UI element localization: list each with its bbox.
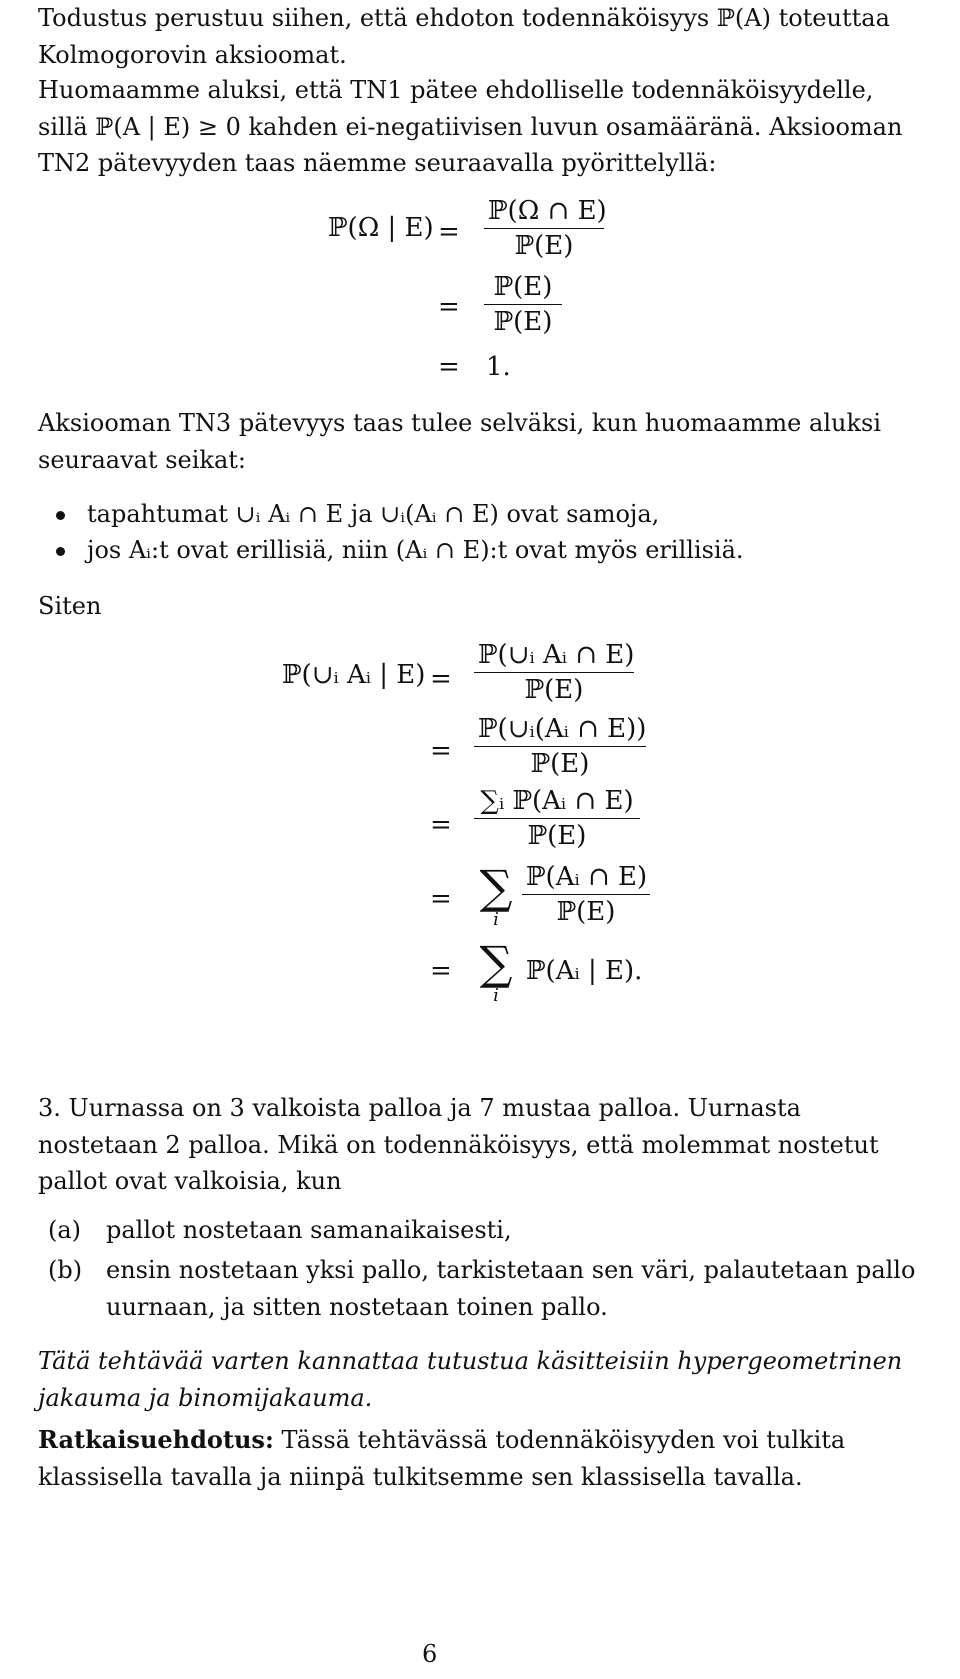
tn3-sum-1 bbox=[474, 860, 518, 930]
tn3-eq-3: = bbox=[430, 810, 452, 840]
paragraph-proof-intro: Todustus perustuu siihen, että ehdoton todennäköisyys ℙ(A) toteuttaa Kolmogorovin aksioomat. bbox=[38, 4, 890, 69]
bullet-text-2: jos Aᵢ:t ovat erillisiä, niin (Aᵢ ∩ E):t ovat myös erillisiä. bbox=[87, 536, 744, 564]
tn3-result: ℙ(Aᵢ | E). bbox=[526, 956, 643, 986]
tn3-f1-denominator: ℙ(E) bbox=[524, 675, 584, 705]
solution-paragraph bbox=[38, 1422, 918, 1495]
sum-symbol: ∑ bbox=[479, 936, 513, 990]
tn2-eq-3: = bbox=[438, 352, 460, 382]
solution-text: Tässä tehtävässä todennäköisyyden voi tulkita klassisella tavalla ja niinpä tulkitsemme sen klassisella tavalla. bbox=[38, 1426, 846, 1491]
tn2-eq-2: = bbox=[438, 292, 460, 322]
tn3-sum-2 bbox=[474, 936, 518, 1006]
tn2-f2-denominator: ℙ(E) bbox=[493, 307, 553, 337]
sum-index: i bbox=[493, 909, 499, 930]
tn2-f1-numerator: ℙ(Ω ∩ E) bbox=[484, 196, 604, 229]
paragraph-siten: Siten bbox=[38, 592, 102, 620]
tn2-fraction-1 bbox=[484, 196, 607, 261]
hint-paragraph: Tätä tehtävää varten kannattaa tutustua käsitteisiin hypergeometrinen jakauma ja binomijakauma. bbox=[38, 1347, 903, 1412]
paragraph-tn1-tn2: Huomaamme aluksi, että TN1 pätee ehdolliselle todennäköisyydelle, sillä ℙ(A | E) ≥ 0 kahden ei-negatiivisen luvun osamääränä. Aksiooman TN2 pätevyyden taas näemme seuraavalla pyörittelyllä: bbox=[38, 76, 903, 177]
page-number: 6 bbox=[422, 1640, 438, 1668]
problem-3-statement: 3. Uurnassa on 3 valkoista palloa ja 7 mustaa palloa. Uurnasta nostetaan 2 palloa. Mikä on todennäköisyys, että molemmat nostetut pallot ovat valkoisia, kun bbox=[38, 1094, 879, 1195]
tn3-eq-5: = bbox=[430, 956, 452, 986]
bullet-item-1 bbox=[56, 496, 659, 532]
bullet-dot bbox=[56, 511, 65, 520]
tn3-eq-2: = bbox=[430, 736, 452, 766]
sum-index: i bbox=[493, 985, 499, 1006]
tn2-f2-numerator: ℙ(E) bbox=[484, 272, 562, 305]
paragraph-tn3: Aksiooman TN3 pätevyys taas tulee selväksi, kun huomaamme aluksi seuraavat seikat: bbox=[38, 409, 881, 474]
tn2-lhs: ℙ(Ω | E) bbox=[328, 213, 434, 243]
tn3-eq-1: = bbox=[430, 664, 452, 694]
bullet-item-2 bbox=[56, 532, 744, 568]
tn3-f2-numerator: ℙ(∪ᵢ(Aᵢ ∩ E)) bbox=[474, 714, 646, 747]
tn3-lhs: ℙ(∪ᵢ Aᵢ | E) bbox=[282, 660, 426, 690]
tn3-fraction-1 bbox=[474, 640, 634, 705]
tn3-f1-numerator: ℙ(∪ᵢ Aᵢ ∩ E) bbox=[474, 640, 634, 673]
tn3-fraction-3 bbox=[474, 786, 640, 851]
bullet-dot bbox=[56, 547, 65, 556]
tn3-f4-denominator: ℙ(E) bbox=[556, 897, 616, 927]
tn3-eq-4: = bbox=[430, 884, 452, 914]
tn3-f3-numerator: ∑ᵢ ℙ(Aᵢ ∩ E) bbox=[474, 786, 640, 819]
tn2-f1-denominator: ℙ(E) bbox=[514, 231, 574, 261]
list-item-label: (b) bbox=[48, 1256, 83, 1284]
list-item-label: (a) bbox=[48, 1216, 82, 1244]
tn3-f3-denominator: ℙ(E) bbox=[527, 821, 587, 851]
list-item-text: pallot nostetaan samanaikaisesti, bbox=[106, 1216, 512, 1244]
tn3-fraction-2 bbox=[474, 714, 646, 779]
tn3-fraction-4 bbox=[522, 862, 650, 927]
tn2-fraction-2 bbox=[484, 272, 562, 337]
tn2-eq-1: = bbox=[438, 217, 460, 247]
tn3-f4-numerator: ℙ(Aᵢ ∩ E) bbox=[522, 862, 650, 895]
solution-label: Ratkaisuehdotus: bbox=[38, 1425, 274, 1454]
tn2-result: 1. bbox=[486, 352, 511, 382]
list-item-text: ensin nostetaan yksi pallo, tarkistetaan sen väri, palautetaan pallo uurnaan, ja sitten nostetaan toinen pallo. bbox=[106, 1256, 916, 1321]
bullet-text-1: tapahtumat ∪ᵢ Aᵢ ∩ E ja ∪ᵢ(Aᵢ ∩ E) ovat samoja, bbox=[87, 500, 660, 528]
sum-symbol: ∑ bbox=[479, 860, 513, 914]
tn3-f2-denominator: ℙ(E) bbox=[530, 749, 590, 779]
